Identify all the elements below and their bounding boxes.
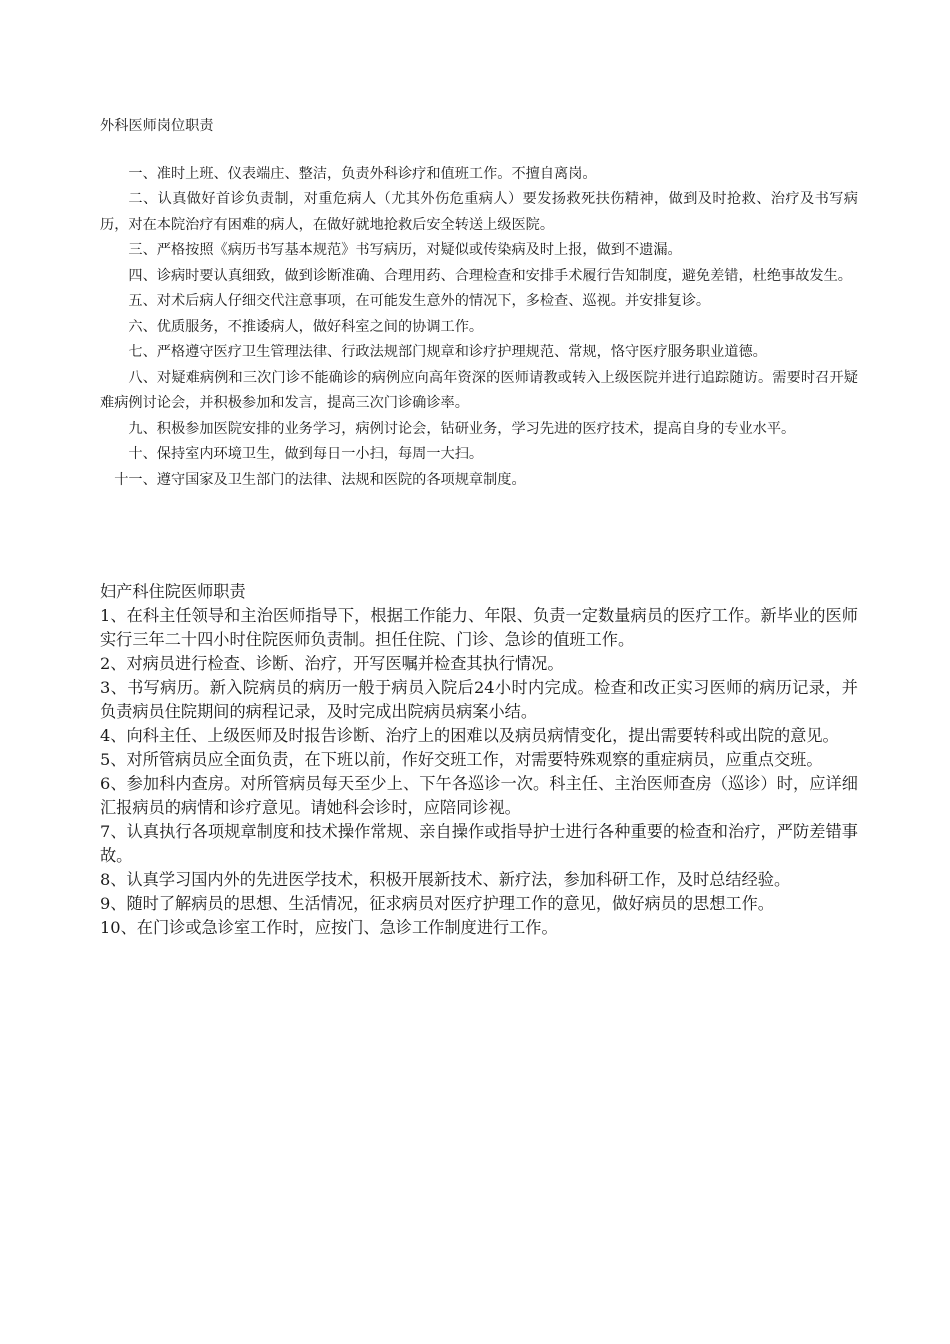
surgery-duty-item-11: 十一、遵守国家及卫生部门的法律、法规和医院的各项规章制度。 [114, 471, 526, 488]
obgyn-duty-item-7: 7、认真执行各项规章制度和技术操作常规、亲自操作或指导护士进行各种重要的检查和治疗，严防差错事故。 [100, 822, 858, 865]
surgery-duty-item-7: 七、严格遵守医疗卫生管理法律、行政法规部门规章和诊疗护理规范、常规，恪守医疗服务职业道德。 [128, 344, 767, 360]
obgyn-duty-item-1: 1、在科主任领导和主治医师指导下，根据工作能力、年限、负责一定数量病员的医疗工作。新毕业的医师实行三年二十四小时住院医师负责制。担任住院、门诊、急诊的值班工作。 [100, 606, 858, 649]
obgyn-duties-title: 妇产科住院医师职责 [100, 582, 246, 601]
surgery-duty-item-8: 八、对疑难病例和三次门诊不能确诊的病例应向高年资深的医师请教或转入上级医院并进行追踪随访。需要时召开疑难病例讨论会，并积极参加和发言，提高三次门诊确诊率。 [100, 369, 858, 411]
surgery-duty-item-10: 十、保持室内环境卫生，做到每日一小扫，每周一大扫。 [128, 446, 484, 462]
obgyn-duty-item-10: 10、在门诊或急诊室工作时，应按门、急诊工作制度进行工作。 [100, 918, 558, 937]
obgyn-duty-item-8: 8、认真学习国内外的先进医学技术，积极开展新技术、新疗法，参加科研工作，及时总结经验。 [100, 870, 791, 889]
obgyn-duty-item-3: 3、书写病历。新入院病员的病历一般于病员入院后24小时内完成。检查和改正实习医师的病历记录，并负责病员住院期间的病程记录，及时完成出院病员病案小结。 [100, 678, 858, 721]
surgery-duty-item-9: 九、积极参加医院安排的业务学习，病例讨论会，钻研业务，学习先进的医疗技术，提高自身的专业水平。 [128, 420, 796, 437]
surgery-duties-section [100, 114, 858, 493]
surgery-duty-item-3: 三、严格按照《病历书写基本规范》书写病历，对疑似或传染病及时上报，做到不遗漏。 [128, 242, 682, 258]
obgyn-duties-section [100, 580, 858, 940]
surgery-duty-item-2: 二、认真做好首诊负责制，对重危病人（尤其外伤危重病人）要发扬救死扶伤精神，做到及时抢救、治疗及书写病历，对在本院治疗有困难的病人，在做好就地抢救后安全转送上级医院。 [100, 191, 858, 233]
surgery-duty-item-6: 六、优质服务，不推诿病人，做好科室之间的协调工作。 [128, 318, 484, 335]
surgery-duty-item-1: 一、准时上班、仪表端庄、整洁，负责外科诊疗和值班工作。不擅自离岗。 [128, 165, 597, 182]
obgyn-duty-item-5: 5、对所管病员应全面负责，在下班以前，作好交班工作，对需要特殊观察的重症病员，应重点交班。 [100, 750, 823, 769]
obgyn-duty-item-9: 9、随时了解病员的思想、生活情况，征求病员对医疗护理工作的意见，做好病员的思想工作。 [100, 894, 774, 913]
surgery-duty-item-5: 五、对术后病人仔细交代注意事项，在可能发生意外的情况下，多检查、巡视。并安排复诊。 [128, 293, 711, 309]
obgyn-duty-item-4: 4、向科主任、上级医师及时报告诊断、治疗上的困难以及病员病情变化，提出需要转科或出院的意见。 [100, 726, 839, 745]
surgery-duties-title: 外科医师岗位职责 [100, 118, 214, 134]
obgyn-duty-item-2: 2、对病员进行检查、诊断、治疗，开写医嘱并检查其执行情况。 [100, 654, 564, 673]
surgery-duty-item-4: 四、诊病时要认真细致，做到诊断准确、合理用药、合理检查和安排手术履行告知制度，避免差错，杜绝事故发生。 [128, 267, 852, 284]
obgyn-duty-item-6: 6、参加科内查房。对所管病员每天至少上、下午各巡诊一次。科主任、主治医师查房（巡诊）时，应详细汇报病员的病情和诊疗意见。请她科会诊时，应陪同诊视。 [100, 774, 858, 817]
